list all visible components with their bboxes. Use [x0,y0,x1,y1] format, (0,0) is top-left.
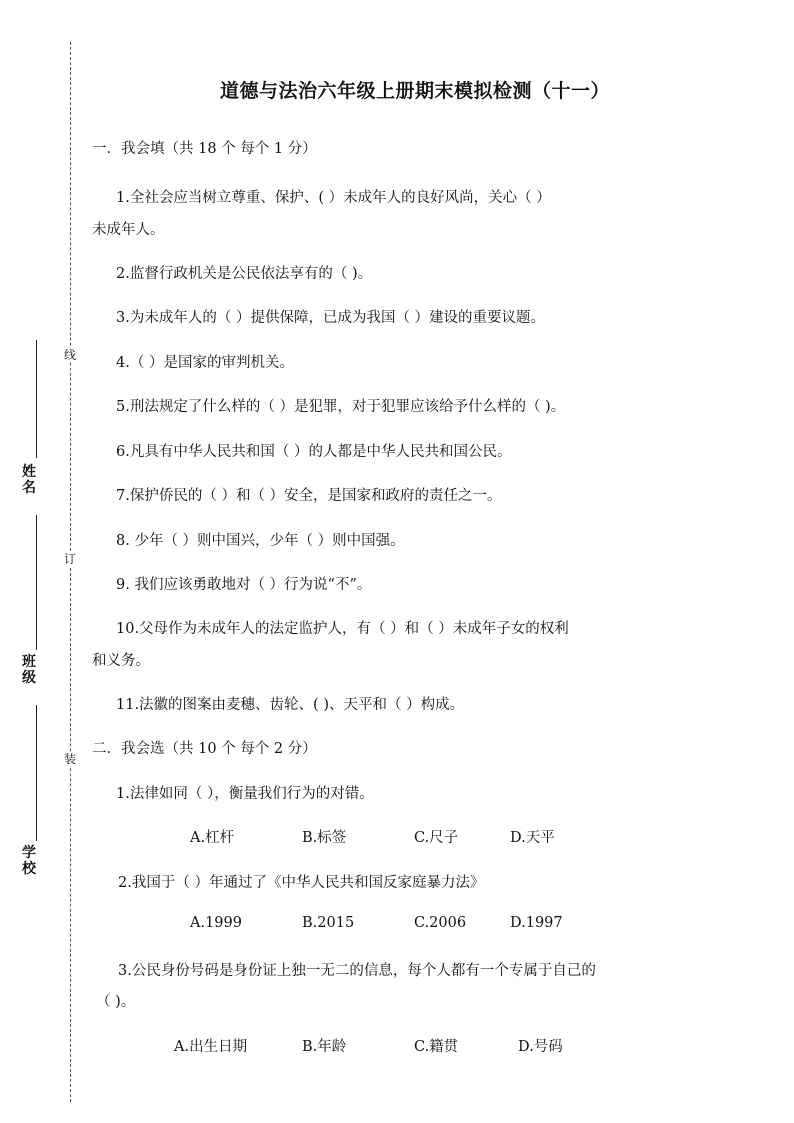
choice-3-option-c: C.籍贯 [414,1039,459,1055]
choice-2-option-c: C.2006 [414,915,467,931]
choice-2-option-a: A.1999 [190,915,242,931]
binding-mark-xian: 线 [63,348,76,362]
choice-2-option-b: B.2015 [302,915,355,931]
choice-1-option-d: D.天平 [510,830,555,846]
choice-2-option-d: D.1997 [510,915,563,931]
fill-question-1: 1.全社会应当树立尊重、保护、( ）未成年人的良好风尚，关心（ ） [116,190,551,206]
fill-question-9: 9. 我们应该勇敢地对（ ）行为说“不”。 [116,577,372,593]
choice-1-option-a: A.杠杆 [190,830,235,846]
school-label: 学校 [22,845,36,877]
choice-3-option-d: D.号码 [518,1039,563,1055]
choice-question-3: 3.公民身份号码是身份证上独一无二的信息，每个人都有一个专属于自己的 [118,963,596,979]
binding-dashed-line [70,42,71,1102]
fill-question-6: 6.凡具有中华人民共和国（ ）的人都是中华人民共和国公民。 [116,444,512,460]
fill-question-7: 7.保护侨民的（ ）和（ ）安全，是国家和政府的责任之一。 [116,488,502,504]
choice-question-3-cont: （ )。 [96,994,136,1010]
fill-question-1-cont: 未成年人。 [92,222,165,238]
binding-mark-ding: 订 [63,552,76,566]
choice-1-option-c: C.尺子 [414,830,459,846]
choice-1-option-b: B.标签 [302,830,347,846]
section-1-heading: 一．我会填（共 18 个 每个 1 分） [92,141,317,157]
fill-question-3: 3.为未成年人的（ ）提供保障，已成为我国（ ）建设的重要议题。 [116,310,546,326]
school-underline [36,705,37,841]
section-2-heading: 二．我会选（共 10 个 每个 2 分） [92,741,317,757]
binding-mark-zhuang: 装 [63,752,76,766]
fill-question-4: 4.（ ）是国家的审判机关。 [116,355,294,371]
fill-question-2: 2.监督行政机关是公民依法享有的（ )。 [116,266,373,282]
fill-question-11: 11.法徽的图案由麦穗、齿轮、( )、天平和（ ）构成。 [116,697,465,713]
choice-3-option-a: A.出生日期 [174,1039,248,1055]
choice-question-2: 2.我国于（ ）年通过了《中华人民共和国反家庭暴力法》 [118,875,485,891]
class-label: 班级 [22,654,36,686]
name-underline [36,340,37,458]
fill-question-10: 10.父母作为未成年人的法定监护人，有（ ）和（ ）未成年子女的权利 [116,621,569,637]
page-title: 道德与法治六年级上册期末模拟检测（十一） [220,80,611,102]
class-underline [36,515,37,650]
fill-question-5: 5.刑法规定了什么样的（ ）是犯罪，对于犯罪应该给予什么样的（ )。 [116,399,566,415]
name-label: 姓名 [22,464,36,496]
choice-3-option-b: B.年龄 [302,1039,347,1055]
choice-question-1: 1.法律如同（ ），衡量我们行为的对错。 [116,786,374,802]
fill-question-10-cont: 和义务。 [92,653,150,669]
fill-question-8: 8. 少年（ ）则中国兴，少年（ ）则中国强。 [116,533,405,549]
